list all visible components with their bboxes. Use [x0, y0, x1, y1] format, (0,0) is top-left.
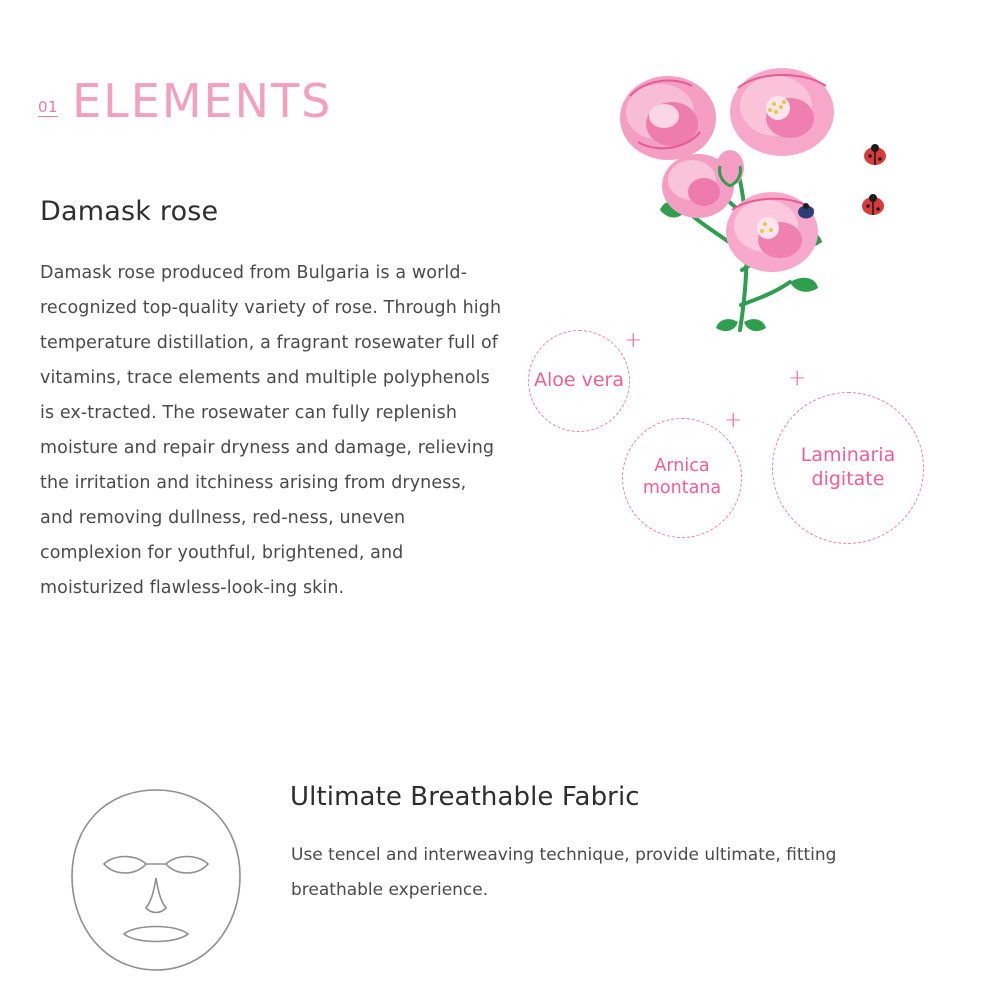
ladybug-icon	[862, 194, 884, 215]
ingredient-label: Laminaria digitate	[800, 444, 896, 490]
ingredient-label: Aloe vera	[533, 369, 625, 392]
face-mask-outline-icon	[58, 782, 254, 978]
section-body-text: Damask rose produced from Bulgaria is a world-recognized top-quality variety of rose. Through high temperature distillation, a fragrant rosewater full of vitamins, trace elements and multiple polyphenols is ex-tracted. The rosewater can fully replenish moisture and repair dryness and damage, relieving the irritation and itchiness arising from dryness, and removing dullness, red-ness, uneven complexion for youthful, brightened, and moisturized flawless-look-ing skin.	[40, 263, 502, 598]
plus-icon: +	[724, 408, 743, 433]
page-header	[38, 74, 333, 128]
ingredient-bubble-aloe-vera	[528, 330, 630, 432]
ingredient-bubble-arnica-montana	[622, 418, 742, 538]
rose-illustration	[590, 60, 920, 370]
page-title: ELEMENTS	[72, 74, 333, 128]
section-heading: Damask rose	[40, 196, 219, 227]
ingredient-label: Arnica montana	[642, 456, 722, 498]
fabric-body-text: Use tencel and interweaving technique, provide ultimate, fitting breathable experience.	[291, 845, 837, 900]
plus-icon: +	[624, 328, 643, 353]
section-number: 01	[38, 98, 59, 116]
plus-icon: +	[788, 366, 807, 391]
ingredient-bubble-laminaria-digitate	[772, 392, 924, 544]
fabric-heading: Ultimate Breathable Fabric	[290, 782, 640, 812]
ladybug-icon	[864, 144, 886, 165]
